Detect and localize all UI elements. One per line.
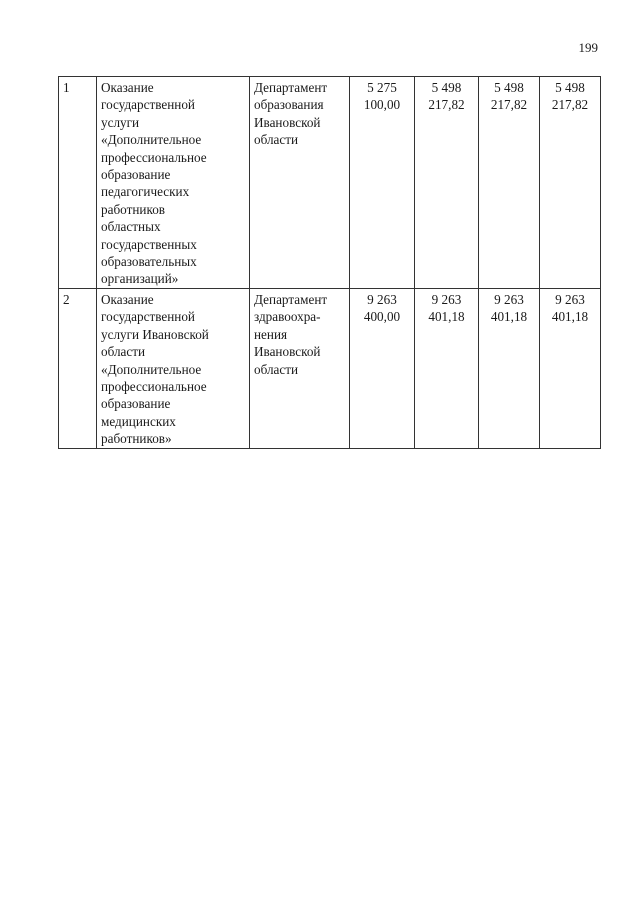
row-number-cell: 2: [59, 288, 97, 448]
department-cell: Департамент образования Ивановской области: [250, 77, 350, 289]
service-name-cell: Оказание государственной услуги «Дополнительное профессиональное образование педагогических работников областных государственных образовательных организаций»: [97, 77, 250, 289]
service-name-cell: Оказание государственной услуги Ивановской области «Дополнительное профессиональное образование медицинских работников»: [97, 288, 250, 448]
amount-cell-2: 5 498 217,82: [415, 77, 479, 289]
row-number-cell: 1: [59, 77, 97, 289]
table-row: [59, 288, 601, 448]
department-cell: Департамент здравоохра- нения Ивановской области: [250, 288, 350, 448]
amount-cell-3: 9 263 401,18: [479, 288, 540, 448]
page-number: 199: [578, 40, 598, 55]
amount-cell-2: 9 263 401,18: [415, 288, 479, 448]
table-row: [59, 77, 601, 289]
services-table: [58, 76, 601, 449]
amount-cell-4: 5 498 217,82: [540, 77, 601, 289]
amount-cell-3: 5 498 217,82: [479, 77, 540, 289]
amount-cell-1: 9 263 400,00: [350, 288, 415, 448]
amount-cell-1: 5 275 100,00: [350, 77, 415, 289]
amount-cell-4: 9 263 401,18: [540, 288, 601, 448]
